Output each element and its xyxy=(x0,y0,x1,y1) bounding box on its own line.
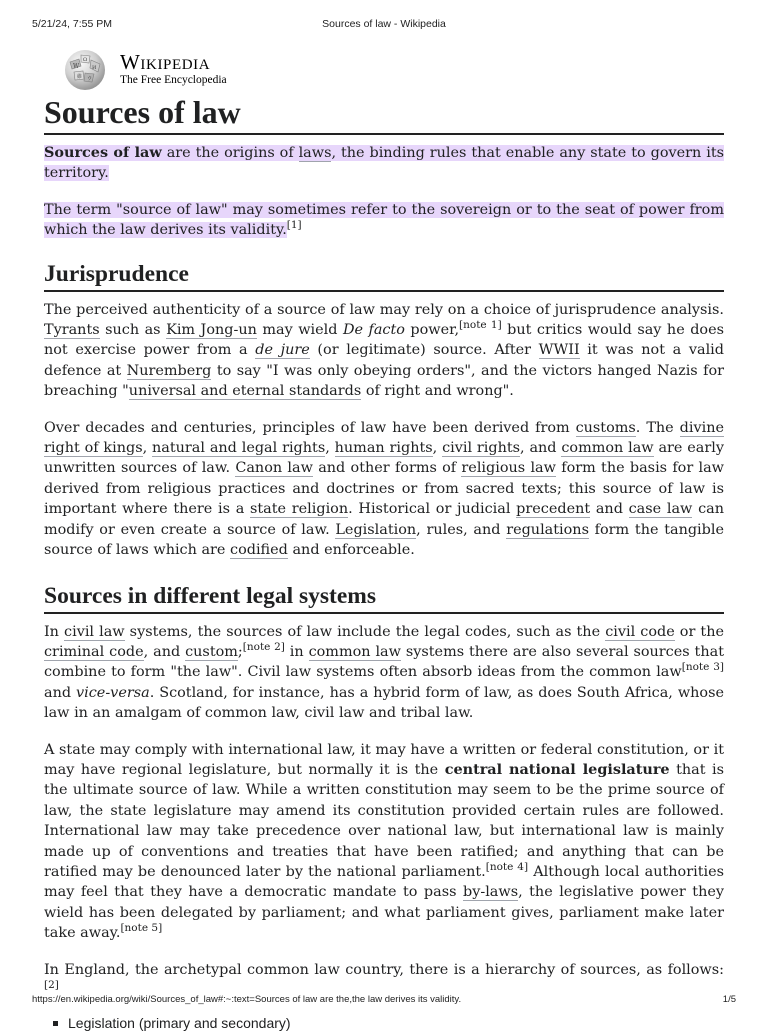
link-laws[interactable]: laws xyxy=(298,145,332,161)
note-1[interactable]: [note 1] xyxy=(459,319,502,332)
link-custom[interactable]: custom xyxy=(185,643,238,660)
link-divine-right-of-kings[interactable]: divine right of kings xyxy=(44,419,724,457)
link-universal-eternal-standards[interactable]: universal and eternal standards xyxy=(128,383,362,400)
jurisprudence-paragraph-1: The perceived authenticity of a source of law may rely on a choice of jurisprudence analysis. Tyrants such as Kim Jong-un may wield De facto power,[note 1] but critics would say he does not exercise power from a de jure (or legitimate) source. After WWII it was not a valid defence at Nuremberg to say "I was only obeying orders", and the victors hanged Nazis for breaching "universal and eternal standards of right and wrong". xyxy=(44,301,724,400)
print-tab-title: Sources of law - Wikipedia xyxy=(322,18,446,30)
print-footer xyxy=(32,994,736,1008)
link-common-law[interactable]: common law xyxy=(561,440,654,457)
svg-text:W: W xyxy=(73,63,80,70)
link-common-law-systems[interactable]: common law xyxy=(308,643,401,660)
intro-bold-term: Sources of law xyxy=(44,144,162,161)
wikipedia-globe-icon xyxy=(62,46,108,92)
systems-paragraph-1: In civil law systems, the sources of law include the legal codes, such as the civil code or the criminal code, and custom;[note 2] in common law systems there are also several sources that combine to form "the law". Civil law systems often absorb ideas from the common law[note 3] and vice-versa. Scotland, for instance, has a hybrid form of law, as does South Africa, whose law in an amalgam of common law, civil law and tribal law. xyxy=(44,623,725,722)
heading-jurisprudence: Jurisprudence xyxy=(44,259,724,292)
svg-text:維: 維 xyxy=(77,74,83,80)
systems-paragraph-3: In England, the archetypal common law country, there is a hierarchy of sources, as follows:[2] xyxy=(44,961,724,991)
sources-hierarchy-list xyxy=(44,1014,724,1032)
wikipedia-tagline: The Free Encyclopedia xyxy=(120,74,227,86)
link-human-rights[interactable]: human rights xyxy=(334,440,433,457)
article-content xyxy=(44,92,724,1032)
link-tyrants[interactable]: Tyrants xyxy=(44,322,100,339)
link-civil-law[interactable]: civil law xyxy=(64,623,125,640)
print-page-number: 1/5 xyxy=(722,994,736,1005)
link-regulations[interactable]: regulations xyxy=(506,521,589,538)
link-customs[interactable]: customs xyxy=(575,419,636,436)
link-wwii[interactable]: WWII xyxy=(538,342,580,359)
link-religious-law[interactable]: religious law xyxy=(461,460,556,477)
link-civil-rights[interactable]: civil rights xyxy=(442,440,521,457)
ref-2[interactable]: [2] xyxy=(44,979,59,991)
page-title: Sources of law xyxy=(44,92,724,135)
link-natural-legal-rights[interactable]: natural and legal rights xyxy=(152,440,326,457)
link-canon-law[interactable]: Canon law xyxy=(235,460,313,477)
link-civil-code[interactable]: civil code xyxy=(605,623,675,640)
note-3[interactable]: [note 3] xyxy=(681,661,725,674)
link-de-jure[interactable]: de jure xyxy=(255,342,310,359)
heading-legal-systems: Sources in different legal systems xyxy=(44,581,724,614)
note-5[interactable]: [note 5] xyxy=(120,922,163,935)
list-item: Legislation (primary and secondary) xyxy=(68,1014,724,1032)
link-by-laws[interactable]: by-laws xyxy=(462,884,519,901)
print-url: https://en.wikipedia.org/wiki/Sources_of_law#:~:text=Sources of law are the,the law derives its validity. xyxy=(32,994,462,1005)
link-state-religion[interactable]: state religion xyxy=(250,501,349,518)
svg-text:Ω: Ω xyxy=(83,57,88,63)
note-2[interactable]: [note 2] xyxy=(242,640,285,653)
wikipedia-wordmark: Wikipedia xyxy=(120,50,211,74)
svg-text:ウ: ウ xyxy=(87,76,93,82)
link-case-law[interactable]: case law xyxy=(628,501,693,518)
ref-1[interactable]: [1] xyxy=(286,219,302,232)
intro-paragraph-2: The term "source of law" may sometimes refer to the sovereign or to the seat of power from which the law derives its validity.[1] xyxy=(44,201,724,239)
link-nuremberg[interactable]: Nuremberg xyxy=(126,362,212,379)
link-precedent[interactable]: precedent xyxy=(516,501,591,518)
link-legislation[interactable]: Legislation xyxy=(335,521,417,538)
systems-paragraph-2: A state may comply with international law, it may have a written or federal constitution, or it may have regional legislature, but normally it is the central national legislature that is the ultimate source of law. While a written constitution may seem to be the prime source of law, the state legislature may amend its constitution provided certain rules are followed. International law may take precedence over national law, but international law is mainly made up of conventions and treaties that have been ratified; and anything that can be ratified may be denounced later by the national parliament.[note 4] Although local authorities may feel that they have a democratic mandate to pass by-laws, the legislative power they wield has been delegated by parliament; and what parliament gives, parliament make later take away.[note 5] xyxy=(44,741,724,942)
jurisprudence-paragraph-2: Over decades and centuries, principles of law have been derived from customs. The divine right of kings, natural and legal rights, human rights, civil rights, and common law are early unwritten sources of law. Canon law and other forms of religious law form the basis for law derived from religious practices and doctrines or from sacred texts; this source of law is important where there is a state religion. Historical or judicial precedent and case law can modify or even create a source of law. Legislation, rules, and regulations form the tangible source of laws which are codified and enforceable. xyxy=(44,419,724,559)
note-4[interactable]: [note 4] xyxy=(485,860,529,873)
print-header xyxy=(32,18,736,32)
svg-text:И: И xyxy=(92,65,97,71)
print-datetime: 5/21/24, 7:55 PM xyxy=(32,18,112,30)
central-national-legislature: central national legislature xyxy=(444,760,670,778)
link-codified[interactable]: codified xyxy=(230,542,288,559)
link-criminal-code[interactable]: criminal code xyxy=(44,643,144,660)
link-kim-jong-un[interactable]: Kim Jong-un xyxy=(166,322,257,339)
intro-paragraph-1: Sources of law are the origins of laws, the binding rules that enable any state to govern its territory. xyxy=(44,144,724,182)
